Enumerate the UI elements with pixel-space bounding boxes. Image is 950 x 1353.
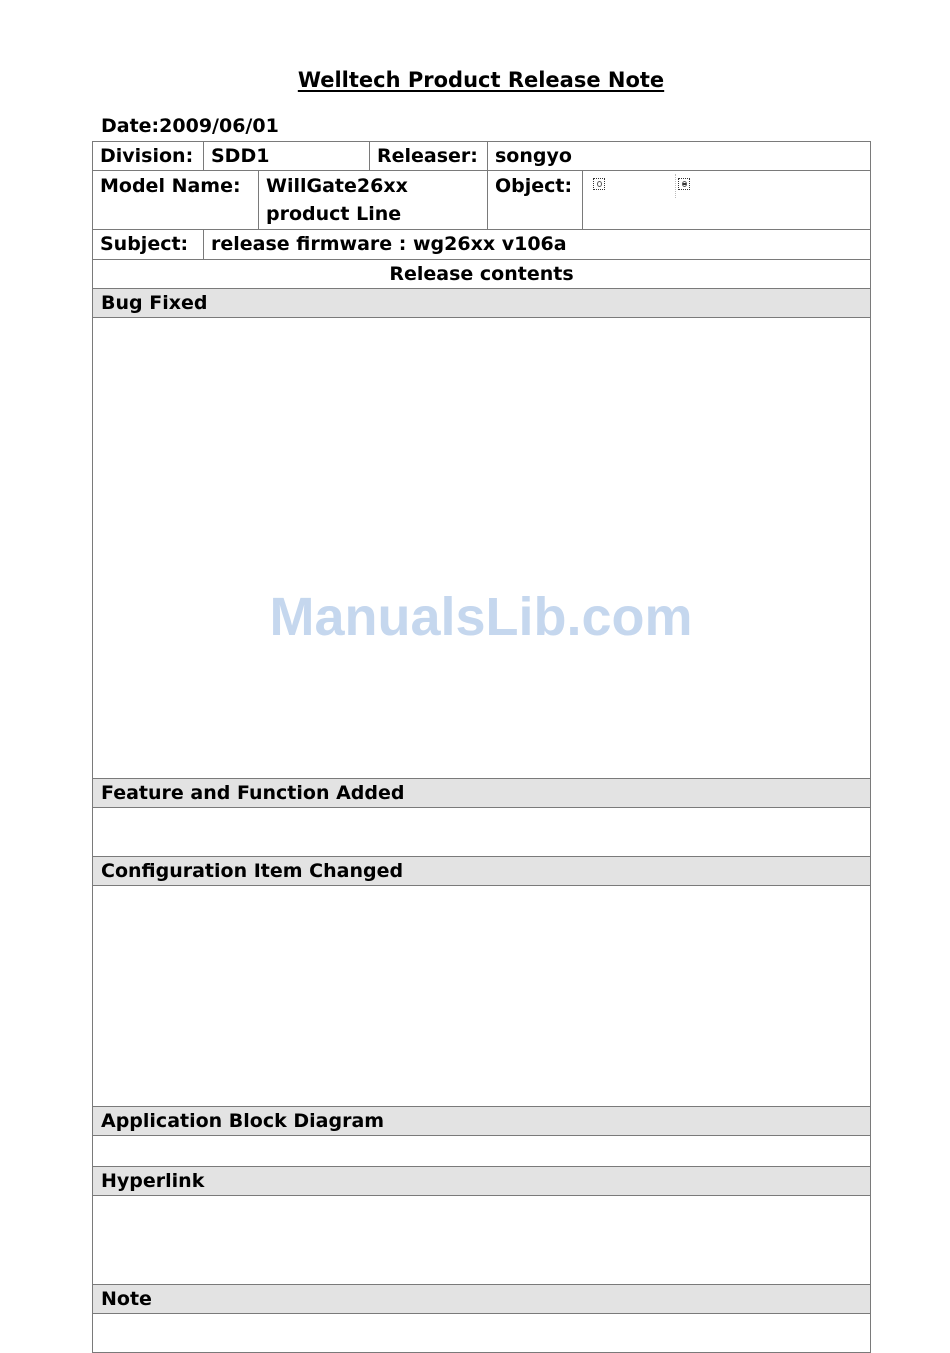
document-title: Welltech Product Release Note [297,68,665,92]
configuration-changed-content [92,885,871,1107]
section-bug-fixed: Bug Fixed [92,288,871,318]
watermark: ManualsLib.com [269,587,693,647]
note-content [92,1313,871,1353]
section-block-diagram: Application Block Diagram [92,1106,871,1136]
section-configuration-changed: Configuration Item Changed [92,856,871,886]
hyperlink-content [92,1195,871,1285]
model-name-label: Model Name: [100,175,241,197]
release-date: Date:2009/06/01 [101,115,279,137]
division-label: Division: [100,145,194,167]
feature-added-content [92,807,871,857]
checkbox-icon[interactable] [593,178,605,190]
section-hyperlink: Hyperlink [92,1166,871,1196]
subject-value: release firmware : wg26xx v106a [211,233,567,255]
division-value: SDD1 [211,145,270,167]
section-feature-added: Feature and Function Added [92,778,871,808]
releaser-label: Releaser: [377,145,478,167]
model-name-line1: WillGate26xx [266,175,408,197]
object-label: Object: [495,175,573,197]
checkbox-icon[interactable] [678,178,690,190]
block-diagram-content [92,1135,871,1167]
subject-label: Subject: [100,233,189,255]
section-note: Note [92,1284,871,1314]
release-contents-heading: Release contents [389,263,574,285]
model-name-line2: product Line [266,203,402,225]
releaser-value: songyo [495,145,572,167]
bug-fixed-content [92,317,871,779]
